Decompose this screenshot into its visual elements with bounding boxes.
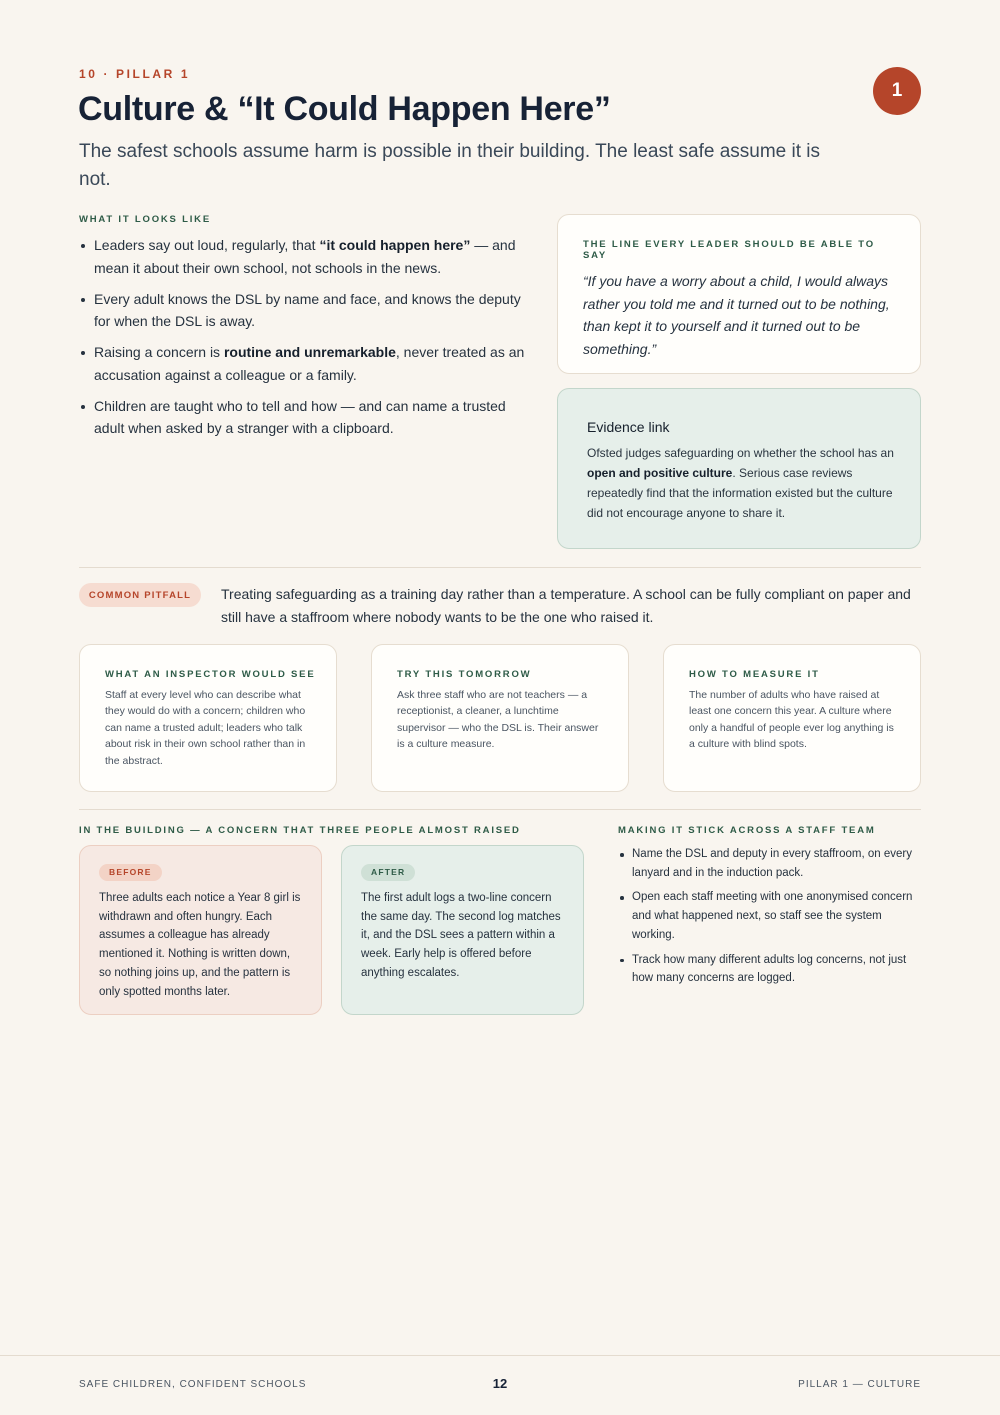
measure-card [663, 644, 921, 792]
try-tomorrow-card [371, 644, 629, 792]
section-eyebrow: 10 · PILLAR 1 [79, 67, 191, 81]
list-item: Name the DSL and deputy in every staffroom, on every lanyard and in the induction pack. [618, 845, 923, 882]
evidence-title: Evidence link [587, 419, 670, 435]
leader-quote-card [557, 214, 921, 374]
list-item-text: , never treated as an accusation against a colleague or a family. [94, 344, 525, 383]
inspector-card [79, 644, 337, 792]
after-badge: AFTER [361, 864, 415, 881]
looks-like-label: WHAT IT LOOKS LIKE [79, 214, 211, 225]
list-item-text: Children are taught who to tell and how — and can name a trusted adult when asked by a stranger with a clipboard. [94, 397, 506, 436]
inspector-card-text: Staff at every level who can describe what they would do with a concern; children who can name a trusted adult; leaders who talk about risk in their own school rather than in the abstract. [105, 689, 306, 767]
measure-card-label: HOW TO MEASURE IT [689, 669, 820, 680]
try-tomorrow-card-label: TRY THIS TOMORROW [397, 669, 532, 680]
inspector-card-label: WHAT AN INSPECTOR WOULD SEE [105, 669, 316, 680]
pillar-number-badge: 1 [873, 67, 921, 115]
page-subtitle: The safest schools assume harm is possible in their building. The least safe assume it is not. [79, 141, 820, 190]
list-item [79, 341, 529, 386]
measure-card-text: The number of adults who have raised at least one concern this year. A culture where only a handful of people ever log anything is a culture with blind spots. [689, 689, 894, 751]
footer-publication-title: SAFE CHILDREN, CONFIDENT SCHOOLS [79, 1379, 307, 1390]
evidence-emphasis: open and positive culture [587, 466, 733, 480]
evidence-text [587, 443, 896, 523]
divider [79, 809, 921, 810]
looks-like-list [79, 234, 529, 448]
pitfall-text: Treating safeguarding as a training day rather than a temperature. A school can be fully compliant on paper and still have a staffroom where nobody wants to be the one who raised it. [221, 586, 911, 625]
list-item-emphasis: routine and unremarkable [223, 344, 396, 360]
list-item-text: Raising a concern is [94, 344, 224, 360]
list-item: Open each staff meeting with one anonymised concern and what happened next, so staff see the system working. [618, 888, 923, 944]
evidence-text-part: . Serious case reviews repeatedly find that the information existed but the culture did not encourage anyone to share it. [587, 466, 893, 520]
evidence-link-card [557, 388, 921, 549]
list-item: Track how many different adults log concerns, not just how many concerns are logged. [618, 951, 923, 988]
quote-text: “If you have a worry about a child, I would always rather you told me and it turned out to be nothing, than kept it to yourself and it turned out to be something.” [583, 273, 890, 357]
list-item [79, 395, 529, 440]
quote-card-label: THE LINE EVERY LEADER SHOULD BE ABLE TO SAY [583, 239, 875, 261]
list-item [79, 234, 529, 279]
page-number: 12 [492, 1376, 508, 1391]
before-badge: BEFORE [99, 864, 162, 881]
pitfall-badge: COMMON PITFALL [79, 583, 201, 607]
evidence-text-part: Ofsted judges safeguarding on whether the school has an [587, 446, 894, 460]
try-tomorrow-card-text: Ask three staff who are not teachers — a receptionist, a cleaner, a lunchtime supervisor — who the DSL is. Their answer is a culture measure. [397, 689, 599, 751]
footer-section-name: PILLAR 1 — CULTURE [798, 1379, 921, 1390]
list-item-text: — and mean it about their own school, not schools in the news. [94, 237, 516, 276]
footer-divider [0, 1355, 1000, 1356]
after-text: The first adult logs a two-line concern the same day. The second log matches it, and the DSL sees a pattern within a week. Early help is offered before anything escalates. [361, 892, 561, 979]
making-it-stick-list [618, 845, 923, 994]
after-case-card [341, 845, 584, 1015]
in-the-building-label: IN THE BUILDING — A CONCERN THAT THREE PEOPLE ALMOST RAISED [79, 825, 521, 836]
list-item [79, 288, 529, 333]
list-item-text: Every adult knows the DSL by name and face, and knows the deputy for when the DSL is away. [94, 290, 521, 329]
before-case-card [79, 845, 322, 1015]
list-item-emphasis: “it could happen here” [319, 237, 471, 253]
making-it-stick-label: MAKING IT STICK ACROSS A STAFF TEAM [618, 825, 876, 836]
divider [79, 567, 921, 568]
list-item-text: Leaders say out loud, regularly, that [94, 237, 320, 253]
before-text: Three adults each notice a Year 8 girl is withdrawn and often hungry. Each assumes a colleague has already mentioned it. Nothing is written down, so nothing joins up, and the pattern is only spotted months later. [99, 892, 301, 998]
page-title: Culture & “It Could Happen Here” [78, 90, 611, 128]
